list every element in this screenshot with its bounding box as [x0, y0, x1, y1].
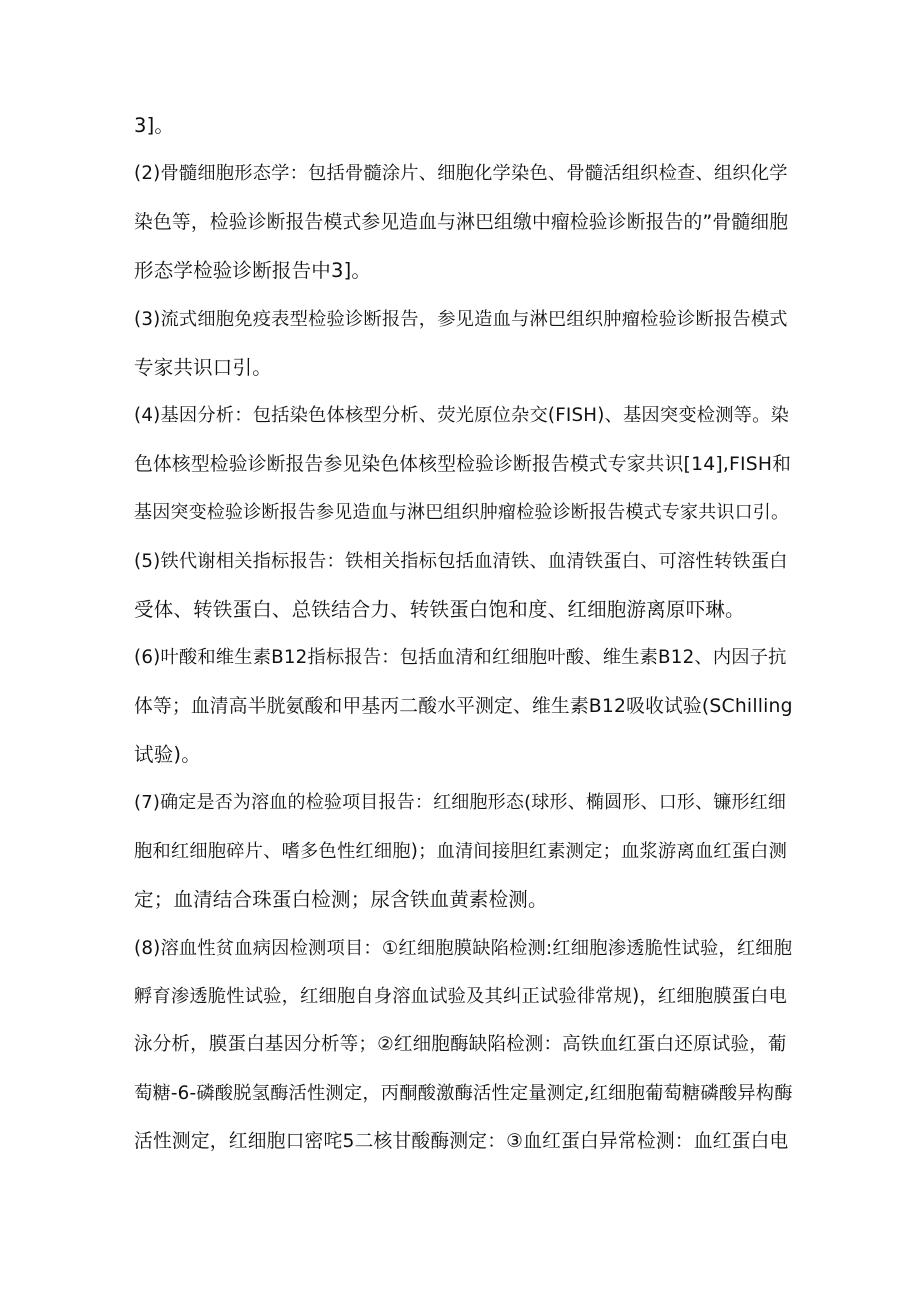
text-line: 受体、转铁蛋白、总铁结合力、转铁蛋白饱和度、红细胞游离原吓琳。	[134, 597, 745, 621]
text-line: 萄糖-6-磷酸脱氢酶活性测定，丙酮酸激酶活性定量测定,红细胞葡萄糖磷酸异构酶	[134, 1082, 793, 1104]
text-line: 形态学检验诊断报告中3]。	[134, 259, 372, 283]
text-line: (4)基因分析：包括染色体核型分析、荧光原位杂交(FISH)、基因突变检测等。染	[134, 405, 790, 427]
text-line: 体等；血清高半胱氨酸和甲基丙二酸水平测定、维生素B12吸收试验(SChilling	[134, 695, 793, 717]
text-line: (6)叶酸和维生素B12指标报告：包括血清和红细胞叶酸、维生素B12、内因子抗	[134, 647, 787, 669]
text-line: 3]。	[134, 114, 175, 137]
text-line: (3)流式细胞免疫表型检验诊断报告，参见造血与淋巴组织肿瘤检验诊断报告模式	[134, 308, 788, 330]
text-line: 孵育渗透脆性试验，红细胞自身溶血试验及其纠正试验徘常规)，红细胞膜蛋白电	[134, 986, 788, 1008]
text-line: (8)溶血性贫血病因检测项目：①红细胞膜缺陷检测:红细胞渗透脆性试验，红细胞	[134, 937, 793, 959]
text-line: 试验)。	[134, 743, 201, 767]
text-line: (7)确定是否为溶血的检验项目报告：红细胞形态(球形、椭圆形、口形、镰形红细	[134, 792, 787, 814]
text-line: 活性测定，红细胞口密咤5二核甘酸酶测定：③血红蛋白异常检测：血红蛋白电	[134, 1131, 789, 1153]
text-line: 染色等，检验诊断报告模式参见造血与淋巴组缴中瘤检验诊断报告的”骨髓细胞	[134, 211, 789, 233]
text-line: 色体核型检验诊断报告参见染色体核型检验诊断报告模式专家共识[14],FISH和	[134, 453, 792, 475]
text-line: 胞和红细胞碎片、嗜多色性红细胞)；血清间接胆红素测定；血浆游离血红蛋白测	[134, 840, 788, 862]
text-line: 定；血清结合珠蛋白检测；尿含铁血黄素检测。	[134, 888, 548, 912]
text-line: 泳分析，膜蛋白基因分析等；②红细胞酶缺陷检测：高铁血红蛋白还原试验，葡	[134, 1034, 787, 1056]
text-line: (5)铁代谢相关指标报告：铁相关指标包括血清铁、血清铁蛋白、可溶性转铁蛋白	[134, 550, 788, 572]
text-line: 基因突变检验诊断报告参见造血与淋巴组织肿瘤检验诊断报告模式专家共识口引。	[134, 502, 790, 524]
document-body	[134, 114, 794, 1179]
text-line: 专家共识口引。	[134, 355, 272, 379]
text-line: (2)骨髓细胞形态学：包括骨髓涂片、细胞化学染色、骨髓活组织检查、组织化学	[134, 163, 788, 185]
